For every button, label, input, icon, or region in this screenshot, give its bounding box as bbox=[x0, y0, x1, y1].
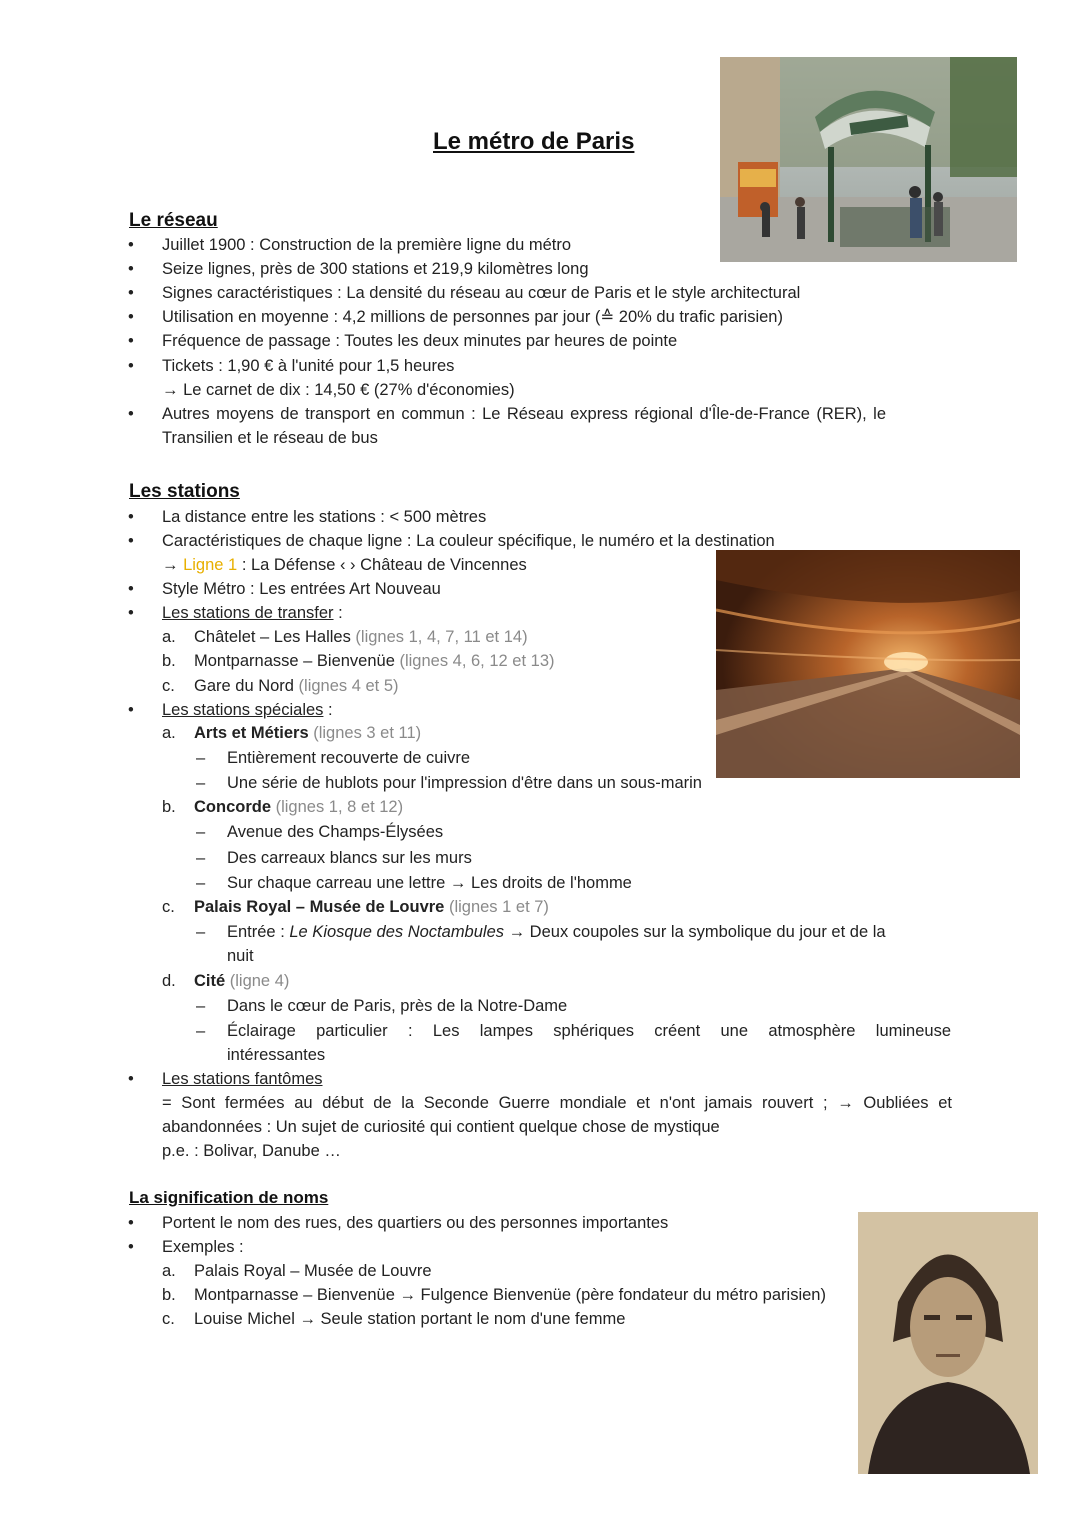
station-detail: Des carreaux blancs sur les murs bbox=[227, 849, 472, 867]
reseau-subitem: → Le carnet de dix : 14,50 € (27% d'économies) bbox=[162, 381, 515, 399]
bullet: • bbox=[128, 357, 134, 375]
list-label: a. bbox=[162, 724, 176, 742]
station-lines: (lignes 4, 6, 12 et 13) bbox=[394, 652, 555, 670]
special-station bbox=[194, 897, 549, 917]
bullet: • bbox=[128, 308, 134, 326]
arts-et-metiers-photo bbox=[716, 550, 1020, 778]
ligne-1-label: Ligne 1 bbox=[183, 556, 238, 574]
station-name: Cité bbox=[194, 972, 226, 990]
noms-item: Exemples : bbox=[162, 1238, 244, 1256]
list-label: b. bbox=[162, 1286, 176, 1304]
detail-prefix: Entrée : bbox=[227, 923, 290, 941]
special-heading bbox=[162, 700, 333, 720]
bullet: • bbox=[128, 236, 134, 254]
fantomes-line: abandonnées : Un sujet de curiosité qui contient quelque chose de mystique bbox=[162, 1118, 720, 1136]
reseau-item: Utilisation en moyenne : 4,2 millions de personnes par jour (≙ 20% du trafic parisien) bbox=[162, 308, 783, 326]
bullet: • bbox=[128, 1238, 134, 1256]
station-detail: Éclairage particulier : Les lampes sphériques créent une atmosphère lumineuse bbox=[227, 1022, 951, 1040]
list-label: a. bbox=[162, 628, 176, 646]
station-lines: (ligne 4) bbox=[225, 972, 290, 990]
reseau-item: Seize lignes, près de 300 stations et 219,9 kilomètres long bbox=[162, 260, 589, 278]
reseau-item-cont: Transilien et le réseau de bus bbox=[162, 429, 378, 447]
stations-distance: La distance entre les stations : < 500 mètres bbox=[162, 508, 487, 526]
reseau-item: Fréquence de passage : Toutes les deux minutes par heures de pointe bbox=[162, 332, 678, 350]
station-detail-cont: intéressantes bbox=[227, 1046, 326, 1064]
bullet: • bbox=[128, 405, 134, 423]
transfer-heading-text: Les stations de transfer bbox=[162, 604, 334, 622]
dash: – bbox=[196, 749, 206, 767]
special-station bbox=[194, 723, 421, 743]
section-heading-reseau: Le réseau bbox=[129, 210, 218, 231]
special-station bbox=[194, 971, 289, 991]
bullet: • bbox=[128, 284, 134, 302]
list-label: b. bbox=[162, 798, 176, 816]
colon: : bbox=[323, 701, 333, 719]
dash: – bbox=[196, 774, 206, 792]
station-name: Palais Royal – Musée de Louvre bbox=[194, 898, 445, 916]
list-label: a. bbox=[162, 1262, 176, 1280]
reseau-item: Autres moyens de transport en commun : Le Réseau express régional d'Île-de-France (RER), le bbox=[162, 405, 886, 423]
bullet: • bbox=[128, 580, 134, 598]
list-label: d. bbox=[162, 972, 176, 990]
dash: – bbox=[196, 1022, 206, 1040]
reseau-item: Tickets : 1,90 € à l'unité pour 1,5 heures bbox=[162, 357, 455, 375]
station-detail: Dans le cœur de Paris, près de la Notre-Dame bbox=[227, 997, 568, 1015]
detail-suffix: → Deux coupoles sur la symbolique du jour et de la bbox=[504, 923, 886, 941]
station-detail-cont: nuit bbox=[227, 947, 254, 965]
bullet: • bbox=[128, 1070, 134, 1088]
bullet: • bbox=[128, 508, 134, 526]
noms-example: Montparnasse – Bienvenüe → Fulgence Bienvenüe (père fondateur du métro parisien) bbox=[194, 1286, 826, 1304]
station-name: Arts et Métiers bbox=[194, 724, 309, 742]
transfer-heading bbox=[162, 603, 343, 623]
dash: – bbox=[196, 849, 206, 867]
noms-item: Portent le nom des rues, des quartiers ou des personnes importantes bbox=[162, 1214, 669, 1232]
station-lines: (lignes 1, 4, 7, 11 et 14) bbox=[350, 628, 528, 646]
station-lines: (lignes 3 et 11) bbox=[308, 724, 422, 742]
station-detail: Avenue des Champs-Élysées bbox=[227, 823, 444, 841]
noms-example: Palais Royal – Musée de Louvre bbox=[194, 1262, 432, 1280]
bullet: • bbox=[128, 532, 134, 550]
kiosque-name: Le Kiosque des Noctambules bbox=[289, 923, 505, 941]
dash: – bbox=[196, 823, 206, 841]
special-station bbox=[194, 797, 403, 817]
noms-example: Louise Michel → Seule station portant le nom d'une femme bbox=[194, 1310, 626, 1328]
ligne-example bbox=[162, 555, 527, 575]
dash: – bbox=[196, 923, 206, 941]
reseau-item: Signes caractéristiques : La densité du réseau au cœur de Paris et le style architectural bbox=[162, 284, 801, 302]
dash: – bbox=[196, 997, 206, 1015]
transfer-station bbox=[194, 651, 555, 671]
station-name: Concorde bbox=[194, 798, 272, 816]
station-name: Gare du Nord bbox=[194, 677, 294, 695]
station-lines: (lignes 4 et 5) bbox=[293, 677, 399, 695]
list-label: c. bbox=[162, 898, 175, 916]
station-name: Montparnasse – Bienvenüe bbox=[194, 652, 395, 670]
bullet: • bbox=[128, 1214, 134, 1232]
metro-entrance-photo bbox=[720, 57, 1017, 262]
list-label: b. bbox=[162, 652, 176, 670]
fantomes-line: = Sont fermées au début de la Seconde Guerre mondiale et n'ont jamais rouvert ; → Oubliées et bbox=[162, 1094, 952, 1112]
fantomes-heading: Les stations fantômes bbox=[162, 1070, 323, 1088]
ligne-1-route: : La Défense ‹ › Château de Vincennes bbox=[237, 556, 527, 574]
bullet: • bbox=[128, 604, 134, 622]
stations-caracteristiques: Caractéristiques de chaque ligne : La couleur spécifique, le numéro et la destination bbox=[162, 532, 775, 550]
dash: – bbox=[196, 874, 206, 892]
bullet: • bbox=[128, 332, 134, 350]
station-lines: (lignes 1, 8 et 12) bbox=[271, 798, 404, 816]
special-heading-text: Les stations spéciales bbox=[162, 701, 324, 719]
colon: : bbox=[333, 604, 343, 622]
arrow: → bbox=[162, 556, 184, 574]
station-detail: Sur chaque carreau une lettre → Les droits de l'homme bbox=[227, 874, 632, 892]
reseau-item: Juillet 1900 : Construction de la première ligne du métro bbox=[162, 236, 572, 254]
transfer-station bbox=[194, 627, 528, 647]
station-detail: Une série de hublots pour l'impression d'être dans un sous-marin bbox=[227, 774, 702, 792]
station-detail: Entièrement recouverte de cuivre bbox=[227, 749, 471, 767]
station-lines: (lignes 1 et 7) bbox=[444, 898, 549, 916]
fantomes-line: p.e. : Bolivar, Danube … bbox=[162, 1142, 341, 1160]
section-heading-stations: Les stations bbox=[129, 481, 240, 502]
section-heading-noms: La signification de noms bbox=[129, 1188, 329, 1207]
list-label: c. bbox=[162, 677, 175, 695]
page-title: Le métro de Paris bbox=[433, 128, 635, 155]
stations-style: Style Métro : Les entrées Art Nouveau bbox=[162, 580, 441, 598]
station-name: Châtelet – Les Halles bbox=[194, 628, 351, 646]
bullet: • bbox=[128, 260, 134, 278]
transfer-station bbox=[194, 676, 399, 696]
louise-michel-portrait bbox=[858, 1212, 1038, 1474]
station-detail bbox=[227, 922, 886, 942]
bullet: • bbox=[128, 701, 134, 719]
list-label: c. bbox=[162, 1310, 175, 1328]
